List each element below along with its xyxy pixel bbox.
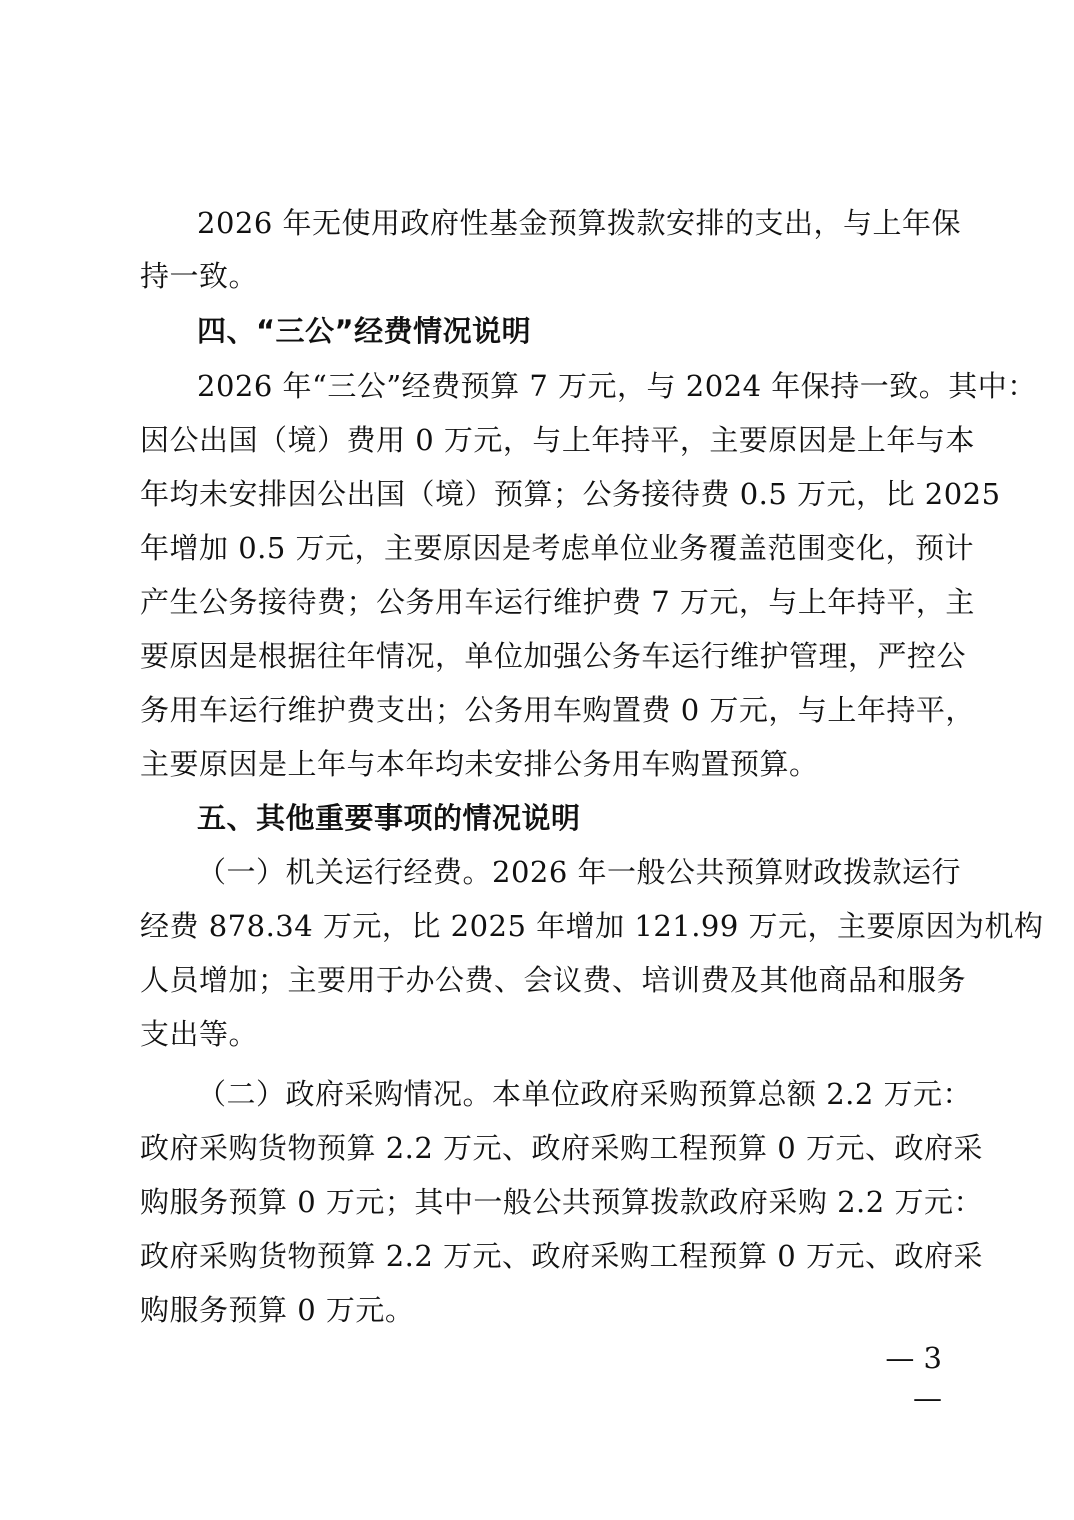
section4-line-8: 主要原因是上年与本年均未安排公务用车购置预算。 [140, 747, 819, 781]
section5-part2-line-1: （二）政府采购情况。本单位政府采购预算总额 2.2 万元： [197, 1077, 973, 1111]
section3-line-2: 持一致。 [140, 259, 259, 293]
section4-line-7: 务用车运行维护费支出；公务用车购置费 0 万元，与上年持平， [140, 693, 975, 727]
section4-line-3: 年均未安排因公出国（境）预算；公务接待费 0.5 万元，比 2025 [140, 477, 1001, 511]
section4-line-5: 产生公务接待费；公务用车运行维护费 7 万元，与上年持平，主 [140, 585, 975, 619]
section5-part1-line-4: 支出等。 [140, 1017, 259, 1051]
section5-part1-line-1: （一）机关运行经费。2026 年一般公共预算财政拨款运行 [197, 855, 962, 889]
section4-line-1: 2026 年“三公”经费预算 7 万元，与 2024 年保持一致。其中： [197, 369, 1037, 403]
section5-part2-line-4: 政府采购货物预算 2.2 万元、政府采购工程预算 0 万元、政府采 [140, 1239, 983, 1273]
section5-part2-line-5: 购服务预算 0 万元。 [140, 1293, 415, 1327]
section5-part1-line-2: 经费 878.34 万元，比 2025 年增加 121.99 万元，主要原因为机构 [140, 909, 1044, 943]
section5-heading: 五、其他重要事项的情况说明 [197, 801, 581, 835]
section5-part2-line-3: 购服务预算 0 万元；其中一般公共预算拨款政府采购 2.2 万元： [140, 1185, 983, 1219]
section4-heading: 四、“三公”经费情况说明 [197, 314, 532, 348]
section5-part1-line-3: 人员增加；主要用于办公费、会议费、培训费及其他商品和服务 [140, 963, 967, 997]
section4-line-2: 因公出国（境）费用 0 万元，与上年持平，主要原因是上年与本 [140, 423, 975, 457]
section4-line-4: 年增加 0.5 万元，主要原因是考虑单位业务覆盖范围变化，预计 [140, 531, 975, 565]
section3-line-1: 2026 年无使用政府性基金预算拨款安排的支出，与上年保 [197, 206, 962, 240]
section5-part2-line-2: 政府采购货物预算 2.2 万元、政府采购工程预算 0 万元、政府采 [140, 1131, 983, 1165]
page-number: — 3 — [885, 1341, 942, 1415]
section4-line-6: 要原因是根据往年情况，单位加强公务车运行维护管理，严控公 [140, 639, 967, 673]
